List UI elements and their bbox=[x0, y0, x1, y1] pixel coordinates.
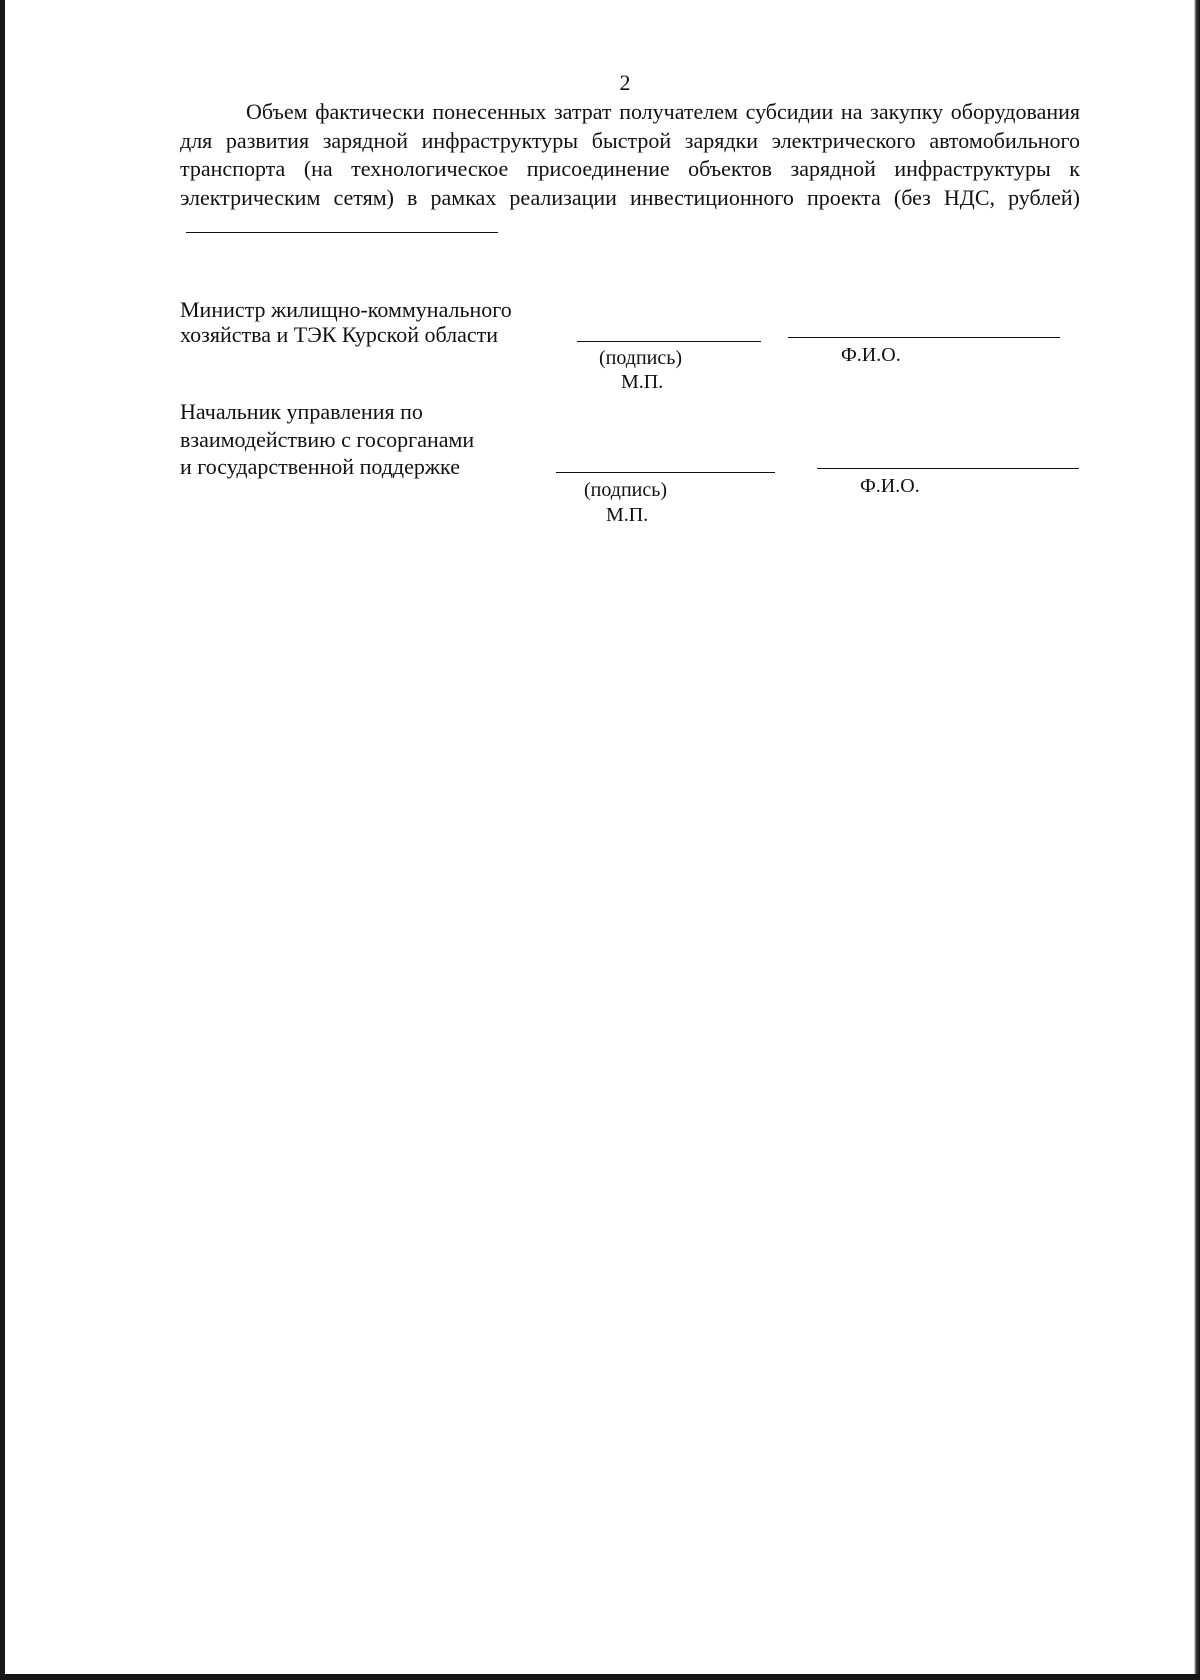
signatory-title-line: Начальник управления по bbox=[180, 399, 423, 424]
stamp-caption: М.П. bbox=[621, 371, 664, 393]
signatory-title-line: и государственной поддержке bbox=[180, 454, 460, 479]
name-line[interactable] bbox=[788, 337, 1060, 338]
page-number: 2 bbox=[619, 70, 631, 95]
signature-caption: (подпись) bbox=[584, 479, 668, 501]
page-right-edge bbox=[1194, 0, 1200, 1680]
signatory-title-line: взаимодействию с госорганами bbox=[180, 427, 475, 452]
cost-paragraph-text: Объем фактически понесенных затрат получателем субсидии на закупку оборудования для развития зарядной инфраструктуры быстрой зарядки электрического автомобильного транспорта (на технологическое присоединение объектов зарядной инфраструктуры к электрическим сетям) в рамках реализации инвестиционного проекта (без НДС, рублей) bbox=[180, 99, 1080, 210]
name-caption: Ф.И.О. bbox=[841, 344, 901, 366]
stamp-caption: М.П. bbox=[606, 504, 649, 526]
signatory-title-line: хозяйства и ТЭК Курской области bbox=[180, 322, 499, 347]
page-left-edge bbox=[0, 0, 5, 1680]
name-line[interactable] bbox=[817, 468, 1079, 469]
name-caption: Ф.И.О. bbox=[860, 475, 920, 497]
page-bottom-edge bbox=[0, 1674, 1200, 1680]
signature-line[interactable] bbox=[577, 341, 761, 342]
amount-fill-line[interactable] bbox=[186, 212, 498, 233]
signature-caption: (подпись) bbox=[599, 347, 683, 369]
cost-paragraph bbox=[180, 98, 1080, 241]
signature-line[interactable] bbox=[556, 472, 775, 473]
signatory-title-line: Министр жилищно-коммунального bbox=[180, 297, 512, 322]
